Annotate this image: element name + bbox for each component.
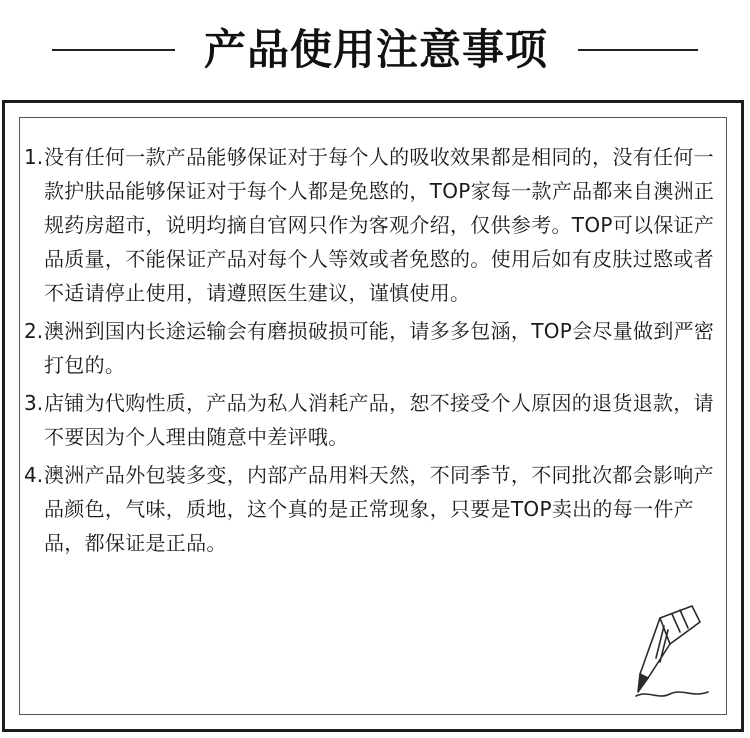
note-item (24, 458, 724, 560)
note-text: 澳洲产品外包装多变，内部产品用料天然，不同季节，不同批次都会影响产品颜色，气味，质地，这个真的是正常现象，只要是TOP卖出的每一件产品，都保证是正品。 (44, 463, 714, 555)
note-number: 4. (24, 463, 44, 487)
note-item (24, 314, 724, 382)
note-text: 没有任何一款产品能够保证对于每个人的吸收效果都是相同的，没有任何一款护肤品能够保证对于每个人都是免愍的，TOP家每一款产品都来自澳洲正规药房超市，说明均摘自官网只作为客观介绍，仅供参考。TOP可以保证产品质量，不能保证产品对每个人等效或者免愍的。使用后如有皮肤过愍或者不适请停止使用，请遵照医生建议，谨慎使用。 (44, 145, 715, 305)
note-item (24, 140, 724, 310)
note-text: 澳洲到国内长途运输会有磨损破损可能，请多多包涵，TOP会尽量做到严密打包的。 (44, 319, 715, 377)
pen-sketch-icon (600, 600, 720, 710)
note-number: 3. (24, 391, 44, 415)
header-rule-left (52, 49, 175, 51)
note-text: 店铺为代购性质，产品为私人消耗产品，恕不接受个人原因的退货退款，请不要因为个人理由随意中差评哦。 (44, 391, 714, 449)
note-number: 1. (24, 145, 44, 169)
header-rule-right (578, 49, 698, 51)
notes-list (24, 140, 724, 564)
page-header (0, 18, 750, 88)
note-item (24, 386, 724, 454)
page-title: 产品使用注意事项 (203, 25, 548, 74)
note-number: 2. (24, 319, 44, 343)
